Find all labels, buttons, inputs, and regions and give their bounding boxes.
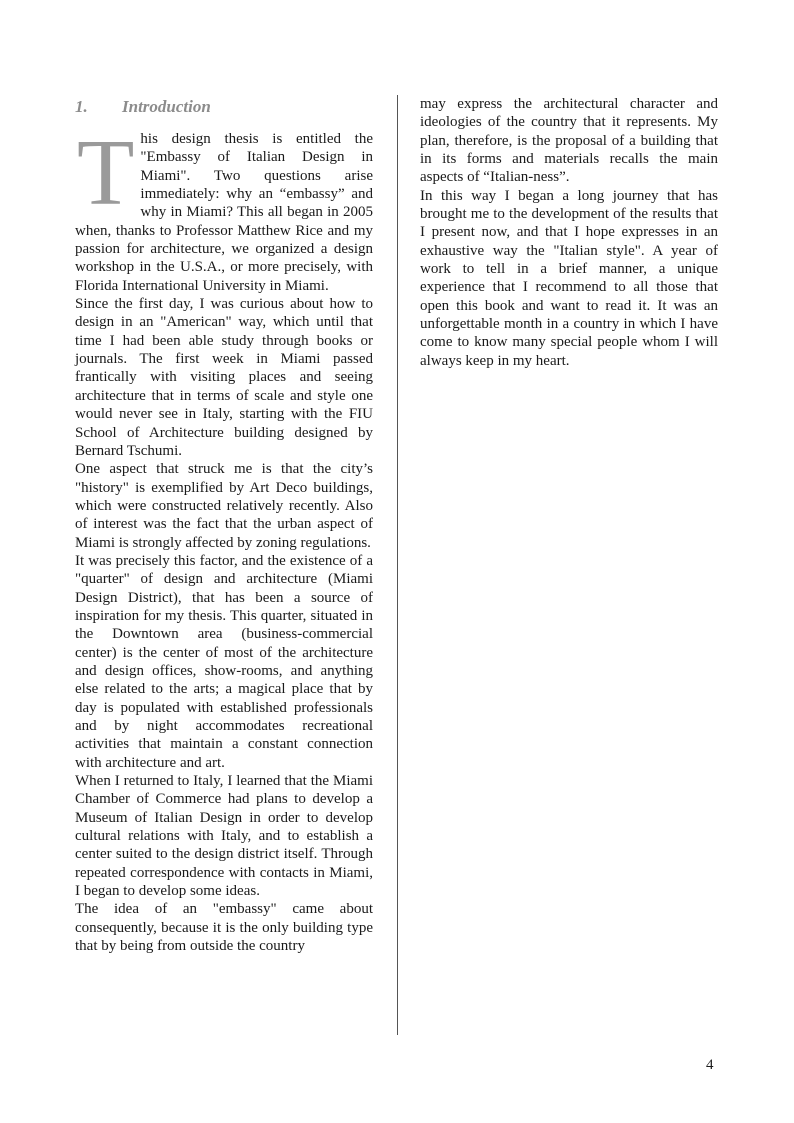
paragraph: may express the architectural character and ideologies of the country that it represents. My plan, therefore, is the proposal of a building that in its forms and materials recalls the main aspects of “Italian-ness”. — [420, 96, 718, 186]
paragraph: The idea of an "embassy" came about consequently, because it is the only building type that by being from outside the country — [75, 901, 373, 955]
paragraph: When I returned to Italy, I learned that the Miami Chamber of Commerce had plans to develop a Museum of Italian Design in order to develop cultural relations with Italy, and to establish a center suited to the design district itself. Through repeated correspondence with contacts in Miami, I began to develop some ideas. — [75, 773, 373, 900]
left-column — [75, 95, 373, 955]
paragraph: It was precisely this factor, and the existence of a "quarter" of design and architecture (Miami Design District), that has been a source of inspiration for my thesis. This quarter, situated in the Downtown area (business-commercial center) is the center of most of the architecture and design offices, show-rooms, and anything else related to the arts; a magical place that by day is populated with established professionals and by night accommodates recreational activities that maintain a constant connection with architecture and art. — [75, 552, 373, 771]
right-column — [420, 95, 718, 370]
section-title: Introduction — [122, 97, 211, 116]
paragraph: In this way I began a long journey that has brought me to the development of the results that I present now, and that I hope expresses in an exhaustive way the "Italian style". A year of work to tell in a brief manner, a unique experience that I recommend to all those that open this book and want to read it. It was an unforgettable month in a country in which I have come to know many special people whom I will always keep in my heart. — [420, 187, 718, 369]
first-paragraph-text: his design thesis is entitled the "Embassy of Italian Design in Miami". Two questions arise immediately: why an “embassy” and why in Miami? This all began in 2005 when, thanks to Professor Matthew Rice and my passion for architecture, we organized a design workshop in the U.S.A., or more precisely, with Florida International University in Miami. — [75, 131, 373, 294]
paragraph — [75, 121, 373, 295]
section-number: 1. — [75, 97, 88, 116]
drop-cap: T — [77, 121, 135, 225]
page-number: 4 — [706, 1057, 714, 1073]
column-divider — [397, 95, 398, 1035]
section-heading — [75, 97, 373, 117]
paragraph: Since the first day, I was curious about how to design in an "American" way, which until that time I had been able study through books or journals. The first week in Miami passed frantically with visiting places and seeing architecture that in terms of scale and style one would never see in Italy, starting with the FIU School of Architecture building designed by Bernard Tschumi. — [75, 296, 373, 459]
paragraph: One aspect that struck me is that the city’s "history" is exemplified by Art Deco buildings, which were constructed relatively recently. Also of interest was the fact that the urban aspect of Miami is strongly affected by zoning regulations. — [75, 461, 373, 551]
